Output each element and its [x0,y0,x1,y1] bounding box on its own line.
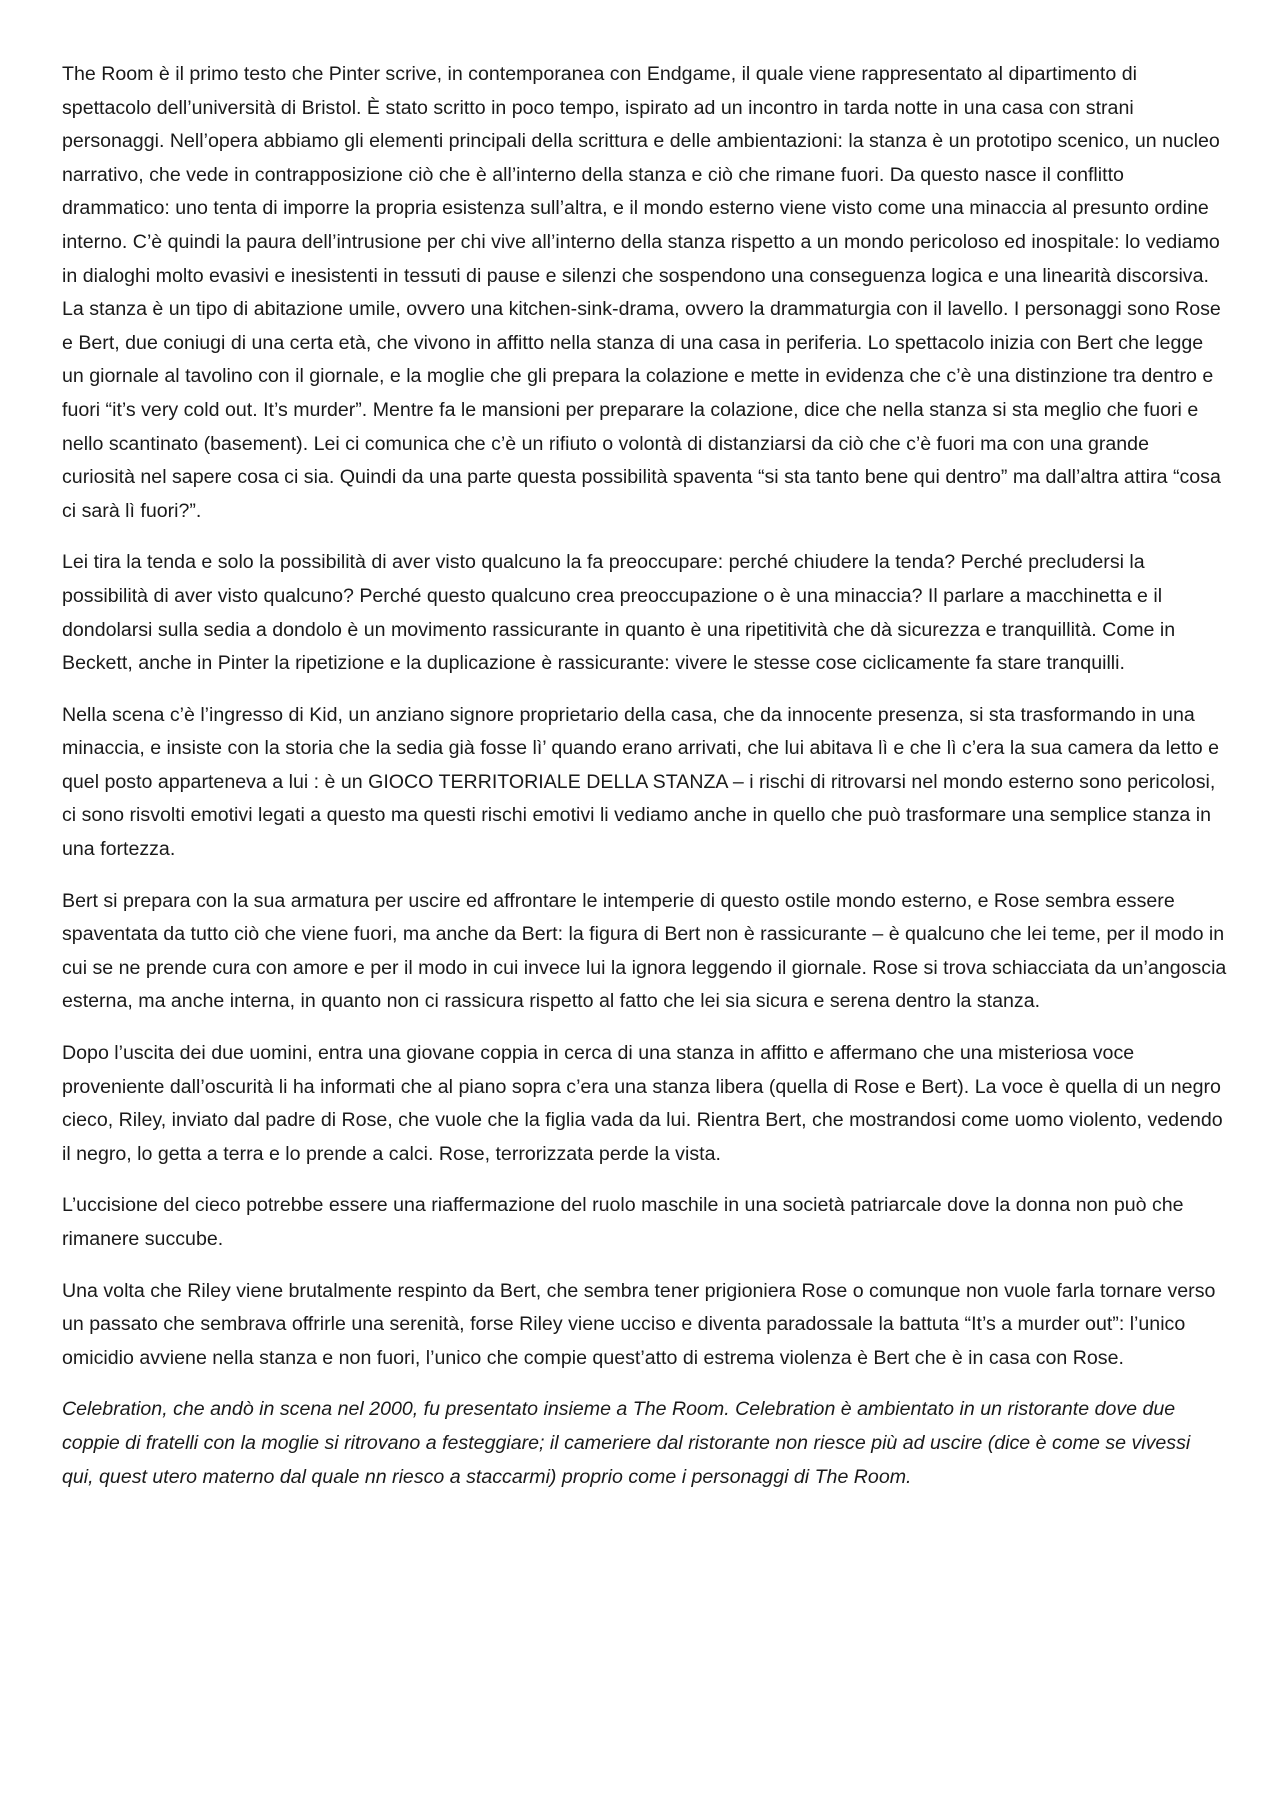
paragraph-riley: Una volta che Riley viene brutalmente respinto da Bert, che sembra tener prigioniera Rose o comunque non vuole farla tornare verso un passato che sembrava offrirle una serenità, forse Riley viene ucciso e diventa paradossale la battuta “It’s a murder out”: l’unico omicidio avviene nella stanza e non fuori, l’unico che compie quest’atto di estrema violenza è Bert che è in casa con Rose. [62,1279,1216,1369]
paragraph-curtain: Lei tira la tenda e solo la possibilità di aver visto qualcuno la fa preoccupare: perché chiudere la tenda? Perché precludersi la possibilità di aver visto qualcuno? Perché questo qualcuno crea preoccupazione o è una minaccia? Il parlare a macchinetta e il dondolarsi sulla sedia a dondolo è un movimento rassicurante in quanto è una ripetitività che dà sicurezza e tranquillità. Come in Beckett, anche in Pinter la ripetizione e la duplicazione è rassicurante: vivere le stesse cose ciclicamente fa stare tranquilli. [62,551,1176,675]
paragraph-celebration: Celebration, che andò in scena nel 2000, fu presentato insieme a The Room. Celebration è ambientato in un ristorante dove due coppie di fratelli con la moglie si ritrovano a festeggiare; il cameriere dal ristorante non riesce più ad uscire (dice è come se vivessi qui, quest utero materno dal quale nn riesco a staccarmi) proprio come i personaggi di The Room. [62,1398,1191,1488]
paragraph-blind-man: L’uccisione del cieco potrebbe essere una riaffermazione del ruolo maschile in una società patriarcale dove la donna non può che rimanere succube. [62,1194,1184,1250]
paragraph-bert: Bert si prepara con la sua armatura per uscire ed affrontare le intemperie di questo ostile mondo esterno, e Rose sembra essere spaventata da tutto ciò che viene fuori, ma anche da Bert: la figura di Bert non è rassicurante – è qualcuno che lei teme, per il modo in cui se ne prende cura con amore e per il modo in cui invece lui la ignora leggendo il giornale. Rose si trova schiacciata da un’angoscia esterna, ma anche interna, in quanto non ci rassicura rispetto al fatto che lei sia sicura e serena dentro la stanza. [62,889,1227,1013]
document-page [62,58,1227,1512]
paragraph-young-couple: Dopo l’uscita dei due uomini, entra una giovane coppia in cerca di una stanza in affitto e affermano che una misteriosa voce proveniente dall’oscurità li ha informati che al piano sopra c’era una stanza libera (quella di Rose e Bert). La voce è quella di un negro cieco, Riley, inviato dal padre di Rose, che vuole che la figlia vada da lui. Rientra Bert, che mostrandosi come uomo violento, vedendo il negro, lo getta a terra e lo prende a calci. Rose, terrorizzata perde la vista. [62,1042,1223,1165]
paragraph-the-room-intro: The Room è il primo testo che Pinter scrive, in contemporanea con Endgame, il quale viene rappresentato al dipartimento di spettacolo dell’università di Bristol. È stato scritto in poco tempo, ispirato ad un incontro in tarda notte in una casa con strani personaggi. Nell’opera abbiamo gli elementi principali della scrittura e delle ambientazioni: la stanza è un prototipo scenico, un nucleo narrativo, che vede in contrapposizione ciò che è all’interno della stanza e ciò che rimane fuori. Da questo nasce il conflitto drammatico: uno tenta di imporre la propria esistenza sull’altra, e il mondo esterno viene visto come una minaccia al presunto ordine interno. C’è quindi la paura dell’intrusione per chi vive all’interno della stanza rispetto a un mondo pericoloso ed inospitale: lo vediamo in dialoghi molto evasivi e inesistenti in tessuti di pause e silenzi che sospendono una conseguenza logica e una linearità discorsiva. La stanza è un tipo di abitazione umile, ovvero una kitchen-sink-drama, ovvero la drammaturgia con il lavello. I personaggi sono Rose e Bert, due coniugi di una certa età, che vivono in affitto nella stanza di una casa in periferia. Lo spettacolo inizia con Bert che legge un giornale al tavolino con il giornale, e la moglie che gli prepara la colazione e mette in evidenza che c’è una distinzione tra dentro e fuori “it’s very cold out. It’s murder”. Mentre fa le mansioni per preparare la colazione, dice che nella stanza si sta meglio che fuori e nello scantinato (basement). Lei ci comunica che c’è un rifiuto o volontà di distanziarsi da ciò che c’è fuori ma con una grande curiosità nel sapere cosa ci sia. Quindi da una parte questa possibilità spaventa “si sta tanto bene qui dentro” ma dall’altra attira “cosa ci sarà lì fuori?”. [62,63,1221,522]
paragraph-kid: Nella scena c’è l’ingresso di Kid, un anziano signore proprietario della casa, che da innocente presenza, si sta trasformando in una minaccia, e insiste con la storia che la sedia già fosse lì’ quando erano arrivati, che lui abitava lì e che lì c’era la sua camera da letto e quel posto apparteneva a lui : è un GIOCO TERRITORIALE DELLA STANZA – i rischi di ritrovarsi nel mondo esterno sono pericolosi, ci sono risvolti emotivi legati a questo ma questi rischi emotivi li vediamo anche in quello che può trasformare una semplice stanza in una fortezza. [62,703,1220,861]
